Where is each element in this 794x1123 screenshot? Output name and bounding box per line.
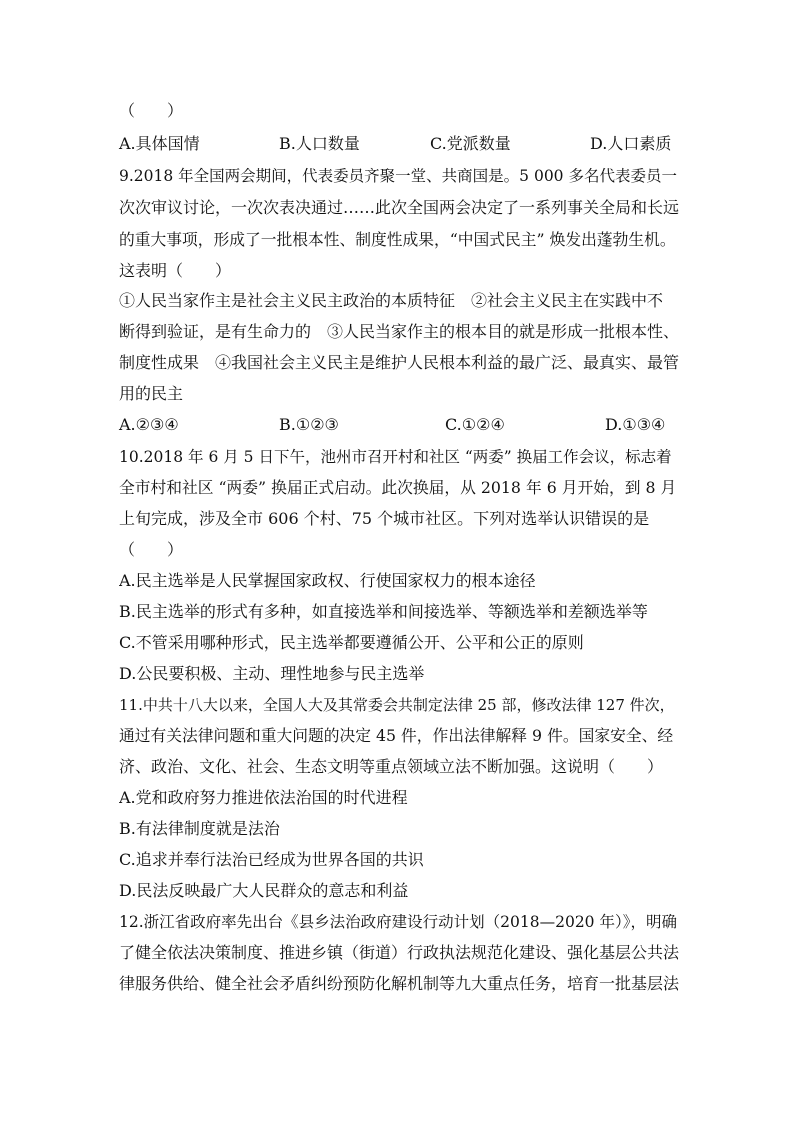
q9-line: 制度性成果 ④我国社会主义民主是维护人民根本利益的最广泛、最真实、最管 — [119, 353, 679, 372]
q10-option-d: D.公民要积极、主动、理性地参与民主选举 — [119, 664, 425, 683]
q9-line: 次次审议讨论，一次次表决通过……此次全国两会决定了一系列事关全局和长远 — [119, 198, 679, 217]
q11-line: 11.中共十八大以来，全国人大及其常委会共制定法律 25 部，修改法律 127 件次， — [119, 696, 675, 714]
q10-option-c: C.不管采用哪种形式，民主选举都要遵循公开、公平和公正的原则 — [119, 633, 584, 652]
q9-line: 用的民主 — [119, 384, 184, 403]
q12-line: 律服务供给、健全社会矛盾纠纷预防化解机制等九大重点任务，培育一批基层法 — [119, 974, 679, 993]
q11-line: 通过有关法律问题和重大问题的决定 45 件，作出法律解释 9 件。国家安全、经 — [119, 726, 674, 745]
q9-option-a: A.②③④ — [119, 415, 179, 434]
q9-line: 9.2018 年全国两会期间，代表委员齐聚一堂、共商国是。5 000 多名代表委员一 — [119, 167, 677, 185]
q10-line: 全市村和社区 “两委” 换届正式启动。此次换届，从 2018 年 6 月开始，到 8 月 — [119, 478, 677, 497]
q12-line: 12.浙江省政府率先出台《县乡法治政府建设行动计划（2018—2020 年）》，明确 — [119, 913, 677, 931]
q10-line: （ ） — [119, 540, 184, 559]
q8-option-a: A.具体国情 — [119, 134, 200, 153]
q8-paren: （ ） — [119, 101, 184, 120]
q9-line: 断得到验证，是有生命力的 ③人民当家作主的根本目的就是形成一批根本性、 — [119, 322, 679, 341]
q9-option-d: D.①③④ — [605, 415, 666, 434]
q11-option-c: C.追求并奉行法治已经成为世界各国的共识 — [119, 850, 424, 869]
q10-line: 上旬完成，涉及全市 606 个村、75 个城市社区。下列对选举认识错误的是 — [119, 509, 650, 528]
q8-option-b: B.人口数量 — [279, 134, 360, 153]
q9-line: 的重大事项，形成了一批根本性、制度性成果，“中国式民主” 焕发出蓬勃生机。 — [119, 230, 676, 249]
q8-option-c: C.党派数量 — [430, 134, 511, 153]
q10-option-a: A.民主选举是人民掌握国家政权、行使国家权力的根本途径 — [119, 571, 536, 590]
q10-option-b: B.民主选举的形式有多种，如直接选举和间接选举、等额选举和差额选举等 — [119, 602, 648, 621]
q9-line: ①人民当家作主是社会主义民主政治的本质特征 ②社会主义民主在实践中不 — [119, 291, 664, 310]
q9-option-b: B.①②③ — [279, 415, 339, 434]
q11-option-b: B.有法律制度就是法治 — [119, 819, 280, 838]
q9-option-c: C.①②④ — [445, 415, 505, 434]
q11-line: 济、政治、文化、社会、生态文明等重点领域立法不断加强。这说明（ ） — [119, 757, 664, 776]
q9-line: 这表明（ ） — [119, 261, 232, 280]
q11-option-d: D.民法反映最广大人民群众的意志和利益 — [119, 881, 409, 900]
q8-option-d: D.人口素质 — [590, 134, 672, 153]
q11-option-a: A.党和政府努力推进依法治国的时代进程 — [119, 788, 408, 807]
q10-line: 10.2018 年 6 月 5 日下午，池州市召开村和社区 “两委” 换届工作会议，标志着 — [119, 448, 672, 466]
q12-line: 了健全依法决策制度、推进乡镇（街道）行政执法规范化建设、强化基层公共法 — [119, 943, 679, 962]
